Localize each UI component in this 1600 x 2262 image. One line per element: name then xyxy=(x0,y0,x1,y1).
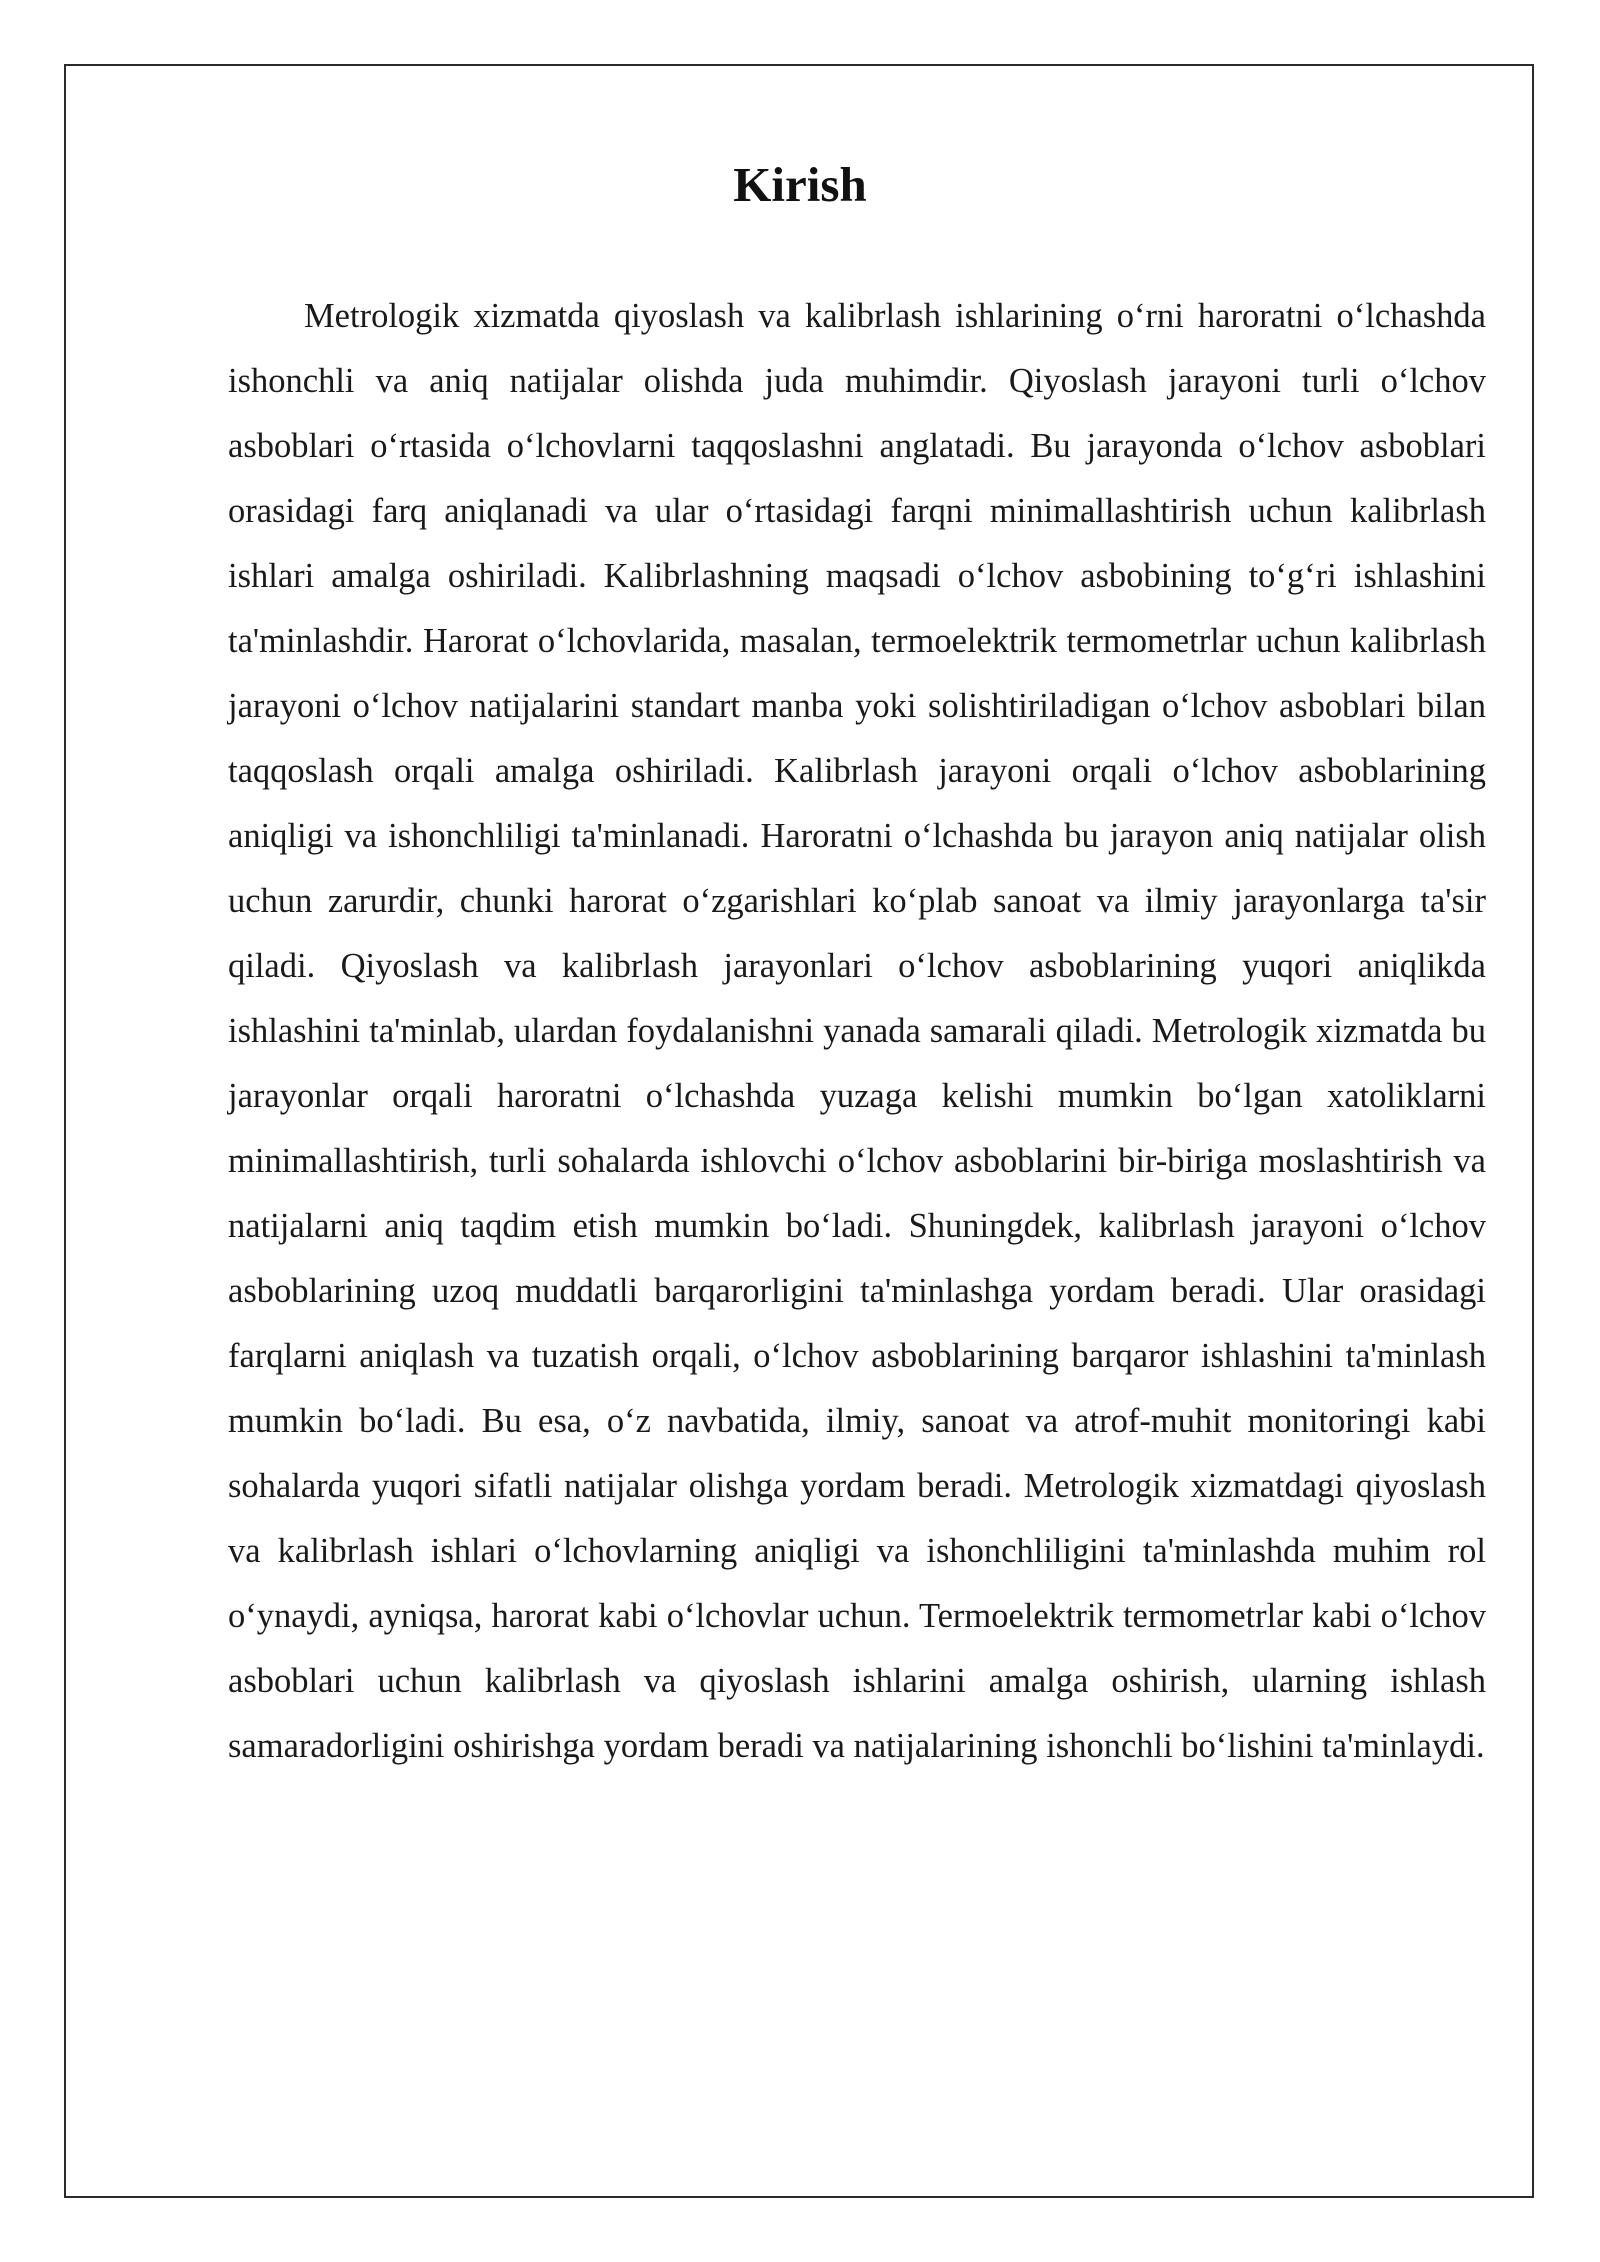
page-title: Kirish xyxy=(733,157,867,212)
body-paragraph: Metrologik xizmatda qiyoslash va kalibrlash ishlarining oʻrni haroratni oʻlchashda ishonchli va aniq natijalar olishda juda muhimdir. Qiyoslash jarayoni turli oʻlchov asboblari oʻrtasida oʻlchovlarni taqqoslashni anglatadi. Bu jarayonda oʻlchov asboblari orasidagi farq aniqlanadi va ular oʻrtasidagi farqni minimallashtirish uchun kalibrlash ishlari amalga oshiriladi. Kalibrlashning maqsadi oʻlchov asbobining toʻgʻri ishlashini ta'minlashdir. Harorat oʻlchovlarida, masalan, termoelektrik termometrlar uchun kalibrlash jarayoni oʻlchov natijalarini standart manba yoki solishtiriladigan oʻlchov asboblari bilan taqqoslash orqali amalga oshiriladi. Kalibrlash jarayoni orqali oʻlchov asboblarining aniqligi va ishonchliligi ta'minlanadi. Haroratni oʻlchashda bu jarayon aniq natijalar olish uchun zarurdir, chunki harorat oʻzgarishlari koʻplab sanoat va ilmiy jarayonlarga ta'sir qiladi. Qiyoslash va kalibrlash jarayonlari oʻlchov asboblarining yuqori aniqlikda ishlashini ta'minlab, ulardan foydalanishni yanada samarali qiladi. Metrologik xizmatda bu jarayonlar orqali haroratni oʻlchashda yuzaga kelishi mumkin boʻlgan xatoliklarni minimallashtirish, turli sohalarda ishlovchi oʻlchov asboblarini bir-biriga moslashtirish va natijalarni aniq taqdim etish mumkin boʻladi. Shuningdek, kalibrlash jarayoni oʻlchov asboblarining uzoq muddatli barqarorligini ta'minlashga yordam beradi. Ular orasidagi farqlarni aniqlash va tuzatish orqali, oʻlchov asboblarining barqaror ishlashini ta'minlash mumkin boʻladi. Bu esa, oʻz navbatida, ilmiy, sanoat va atrof-muhit monitoringi kabi sohalarda yuqori sifatli natijalar olishga yordam beradi. Metrologik xizmatdagi qiyoslash va kalibrlash ishlari oʻlchovlarning aniqligi va ishonchliligini ta'minlashda muhim rol oʻynaydi, ayniqsa, harorat kabi oʻlchovlar uchun. Termoelektrik termometrlar kabi oʻlchov asboblari uchun kalibrlash va qiyoslash ishlarini amalga oshirish, ularning ishlash samaradorligini oshirishga yordam beradi va natijalarining ishonchli boʻlishini ta'minlaydi. xyxy=(228,297,1486,1765)
